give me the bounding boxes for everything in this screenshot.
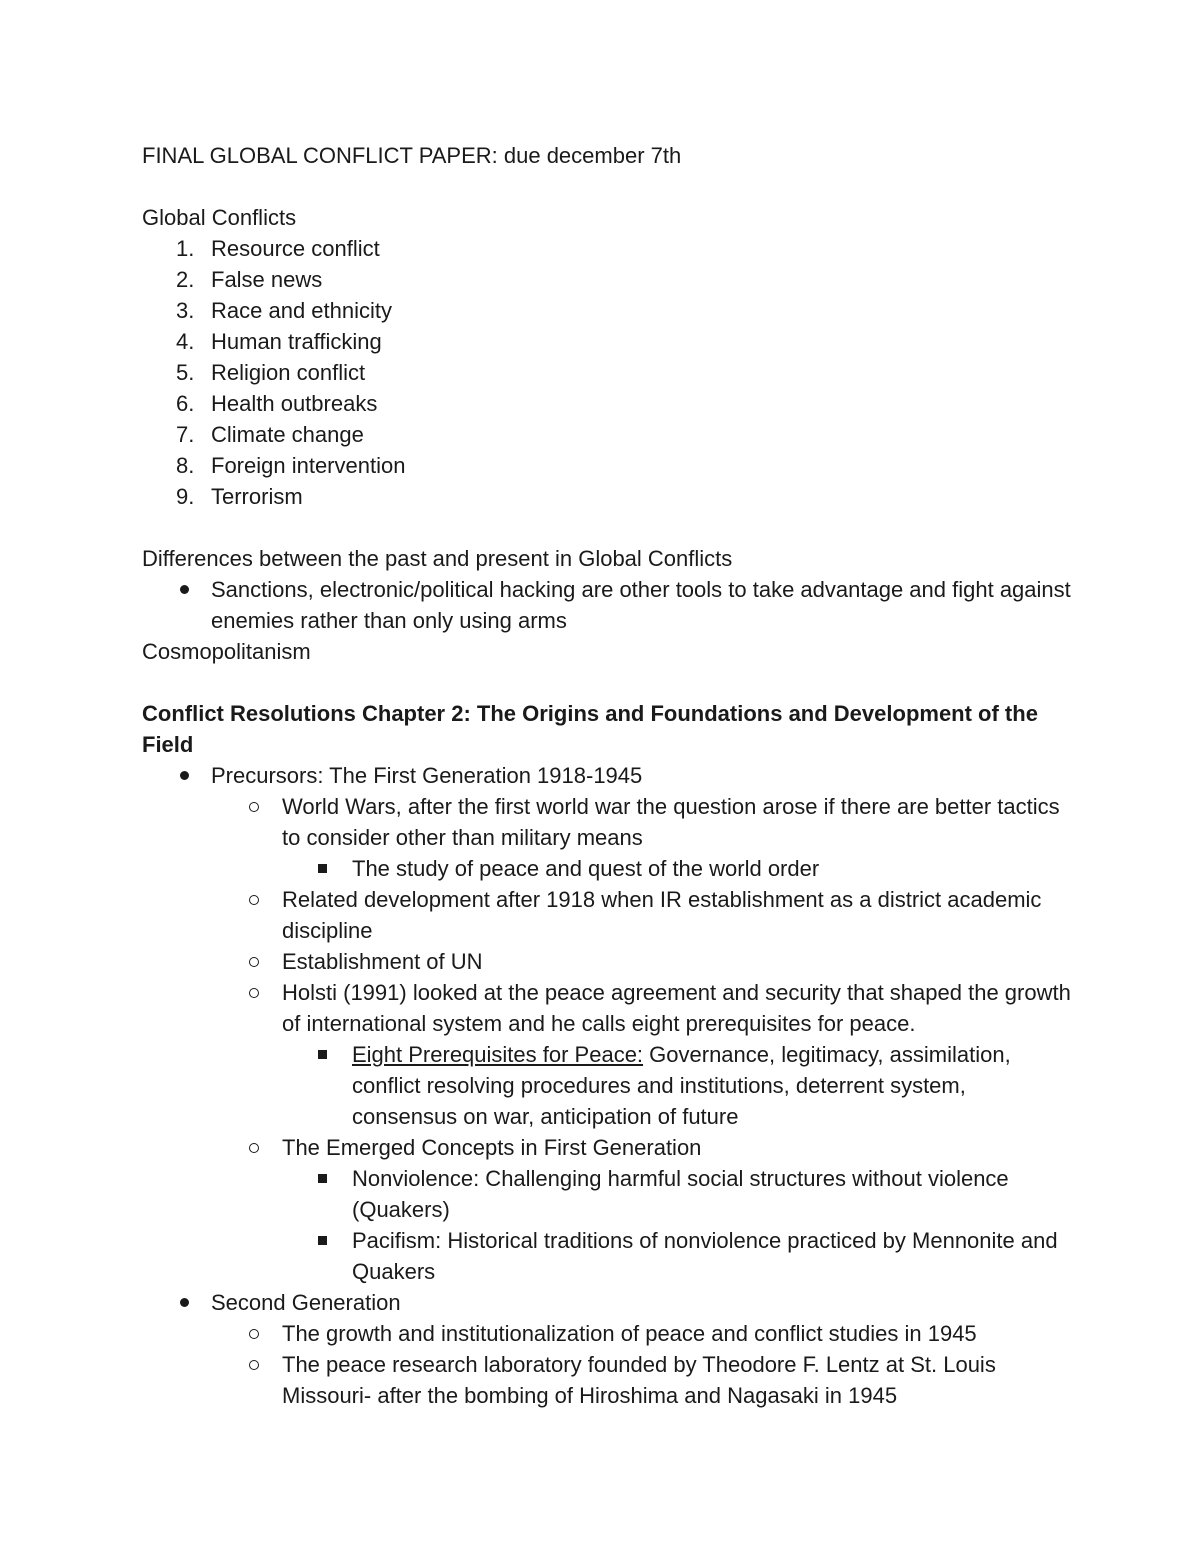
- sub-sub-bullet-item: [142, 1163, 1072, 1225]
- bullet-circle-icon: [249, 957, 259, 967]
- bullet-circle-icon: [249, 802, 259, 812]
- list-item: [142, 326, 1072, 357]
- bullet-circle-icon: [249, 1143, 259, 1153]
- list-number: 7.: [176, 422, 195, 447]
- bullet-square-icon: [318, 1050, 327, 1059]
- document-title: FINAL GLOBAL CONFLICT PAPER: due december 7th: [142, 143, 682, 168]
- bullet-circle-icon: [249, 1329, 259, 1339]
- bullet-item: [142, 574, 1072, 636]
- bullet-item: [142, 760, 1072, 791]
- list-item: [142, 419, 1072, 450]
- sub-bullet-item: [142, 1132, 1072, 1163]
- list-number: 4.: [176, 329, 195, 354]
- sub-sub-bullet-item: [142, 853, 1072, 884]
- list-item: [142, 295, 1072, 326]
- list-number: 9.: [176, 484, 195, 509]
- bullet-text: Sanctions, electronic/political hacking are other tools to take advantage and fight against enemies rather than only using arms: [211, 577, 1071, 633]
- bullet-text: The study of peace and quest of the world order: [352, 856, 820, 881]
- bullet-square-icon: [318, 1236, 327, 1245]
- list-item: [142, 264, 1072, 295]
- sub-sub-bullet-item: [142, 1039, 1072, 1132]
- bullet-text: The Emerged Concepts in First Generation: [282, 1135, 702, 1160]
- bullet-text: The growth and institutionalization of peace and conflict studies in 1945: [282, 1321, 977, 1346]
- global-conflicts-heading: Global Conflicts: [142, 205, 297, 230]
- bullet-text: Holsti (1991) looked at the peace agreement and security that shaped the growth of international system and he calls eight prerequisites for peace.: [282, 980, 1071, 1036]
- bullet-circle-icon: [249, 1360, 259, 1370]
- sub-bullet-item: [142, 1349, 1072, 1411]
- list-item: [142, 233, 1072, 264]
- list-number: 8.: [176, 453, 195, 478]
- list-number: 3.: [176, 298, 195, 323]
- document-page: [142, 140, 1072, 1411]
- list-item-text: Foreign intervention: [211, 453, 406, 478]
- list-number: 2.: [176, 267, 195, 292]
- bullet-dot-icon: [180, 1298, 189, 1307]
- global-conflicts-list: [142, 233, 1072, 512]
- bullet-text: Establishment of UN: [282, 949, 483, 974]
- list-item-text: False news: [211, 267, 323, 292]
- sub-bullet-item: [142, 977, 1072, 1039]
- list-number: 1.: [176, 236, 195, 261]
- bullet-text: Precursors: The First Generation 1918-1945: [211, 763, 643, 788]
- sub-bullet-item: [142, 884, 1072, 946]
- bullet-text: Related development after 1918 when IR establishment as a district academic discipline: [282, 887, 1042, 943]
- list-item-text: Resource conflict: [211, 236, 380, 261]
- list-item-text: Race and ethnicity: [211, 298, 392, 323]
- bullet-square-icon: [318, 864, 327, 873]
- list-item-text: Health outbreaks: [211, 391, 378, 416]
- list-item: [142, 388, 1072, 419]
- chapter-heading: Conflict Resolutions Chapter 2: The Origins and Foundations and Development of the Field: [142, 701, 1038, 757]
- bullet-circle-icon: [249, 895, 259, 905]
- bullet-square-icon: [318, 1174, 327, 1183]
- bullet-text: Nonviolence: Challenging harmful social structures without violence (Quakers): [352, 1166, 1009, 1222]
- sub-sub-bullet-item: [142, 1225, 1072, 1287]
- bullet-text: Governance, legitimacy, assimilation, conflict resolving procedures and institutions, deterrent system, consensus on war, anticipation of future: [352, 1042, 1011, 1129]
- list-number: 6.: [176, 391, 195, 416]
- bullet-dot-icon: [180, 771, 189, 780]
- bullet-circle-icon: [249, 988, 259, 998]
- differences-heading: Differences between the past and present in Global Conflicts: [142, 546, 733, 571]
- bullet-text: World Wars, after the first world war the question arose if there are better tactics to consider other than military means: [282, 794, 1060, 850]
- sub-bullet-item: [142, 791, 1072, 853]
- list-item-text: Climate change: [211, 422, 364, 447]
- bullet-item: [142, 1287, 1072, 1318]
- bullet-text: The peace research laboratory founded by Theodore F. Lentz at St. Louis Missouri- after the bombing of Hiroshima and Nagasaki in 1945: [282, 1352, 996, 1408]
- bullet-text: Pacifism: Historical traditions of nonviolence practiced by Mennonite and Quakers: [352, 1228, 1058, 1284]
- list-item: [142, 450, 1072, 481]
- list-item-text: Terrorism: [211, 484, 303, 509]
- sub-bullet-item: [142, 1318, 1072, 1349]
- list-item: [142, 481, 1072, 512]
- bullet-dot-icon: [180, 585, 189, 594]
- sub-bullet-item: [142, 946, 1072, 977]
- list-item-text: Human trafficking: [211, 329, 382, 354]
- bullet-text: Second Generation: [211, 1290, 401, 1315]
- list-number: 5.: [176, 360, 195, 385]
- eight-prerequisites-label: Eight Prerequisites for Peace:: [352, 1042, 644, 1067]
- list-item: [142, 357, 1072, 388]
- list-item-text: Religion conflict: [211, 360, 366, 385]
- cosmopolitanism-heading: Cosmopolitanism: [142, 639, 311, 664]
